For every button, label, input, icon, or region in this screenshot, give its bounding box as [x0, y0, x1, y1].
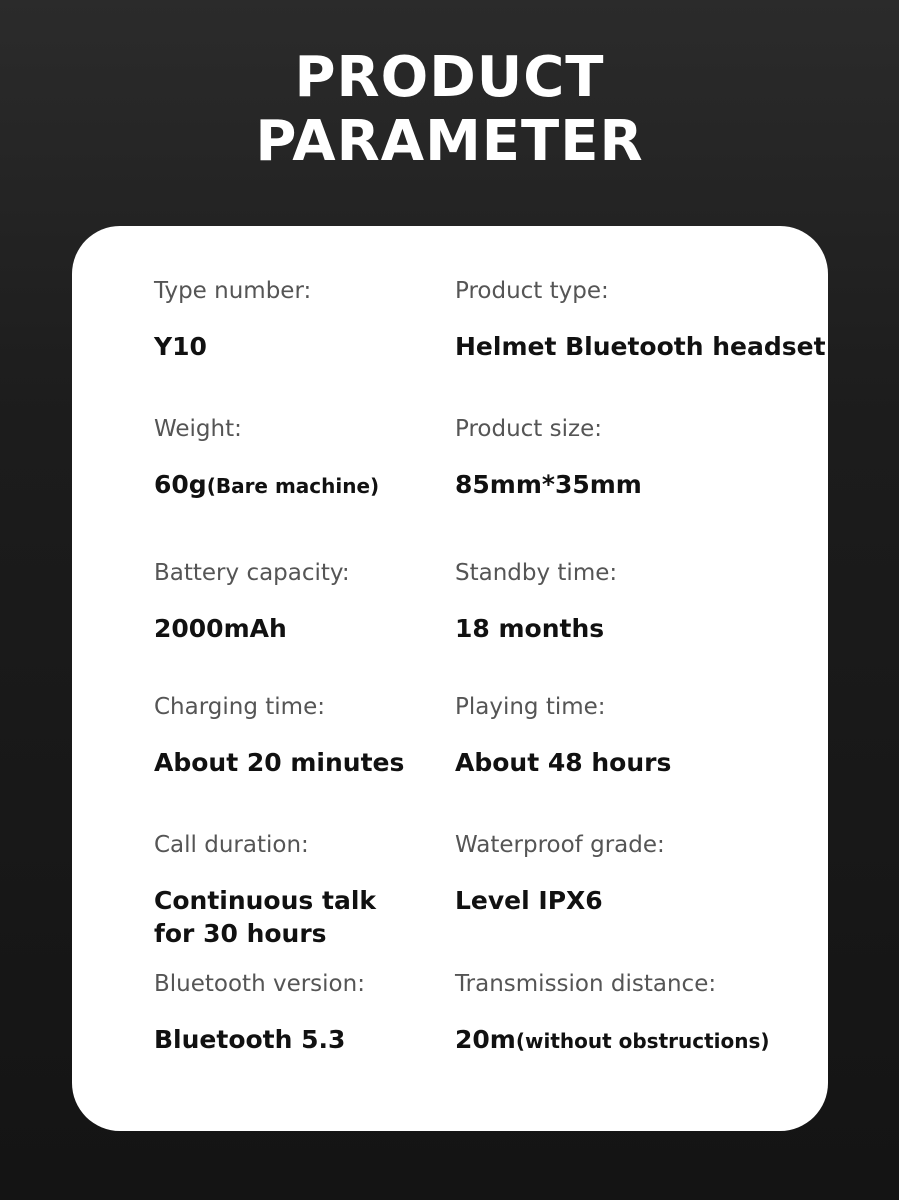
- param-value: Level IPX6: [455, 886, 603, 915]
- param-label: Type number:: [154, 278, 312, 304]
- page-title-line2: PARAMETER: [255, 109, 644, 174]
- param-label: Weight:: [154, 416, 242, 442]
- param-value-main: 60g: [154, 470, 207, 499]
- param-value-line1: Continuous talk: [154, 886, 377, 915]
- param-value: 2000mAh: [154, 614, 287, 643]
- param-label: Waterproof grade:: [455, 832, 665, 858]
- param-label: Charging time:: [154, 694, 325, 720]
- param-value-line2: for 30 hours: [154, 919, 327, 948]
- param-value: [154, 468, 379, 503]
- param-value-note: (Bare machine): [206, 474, 380, 498]
- page-title: [0, 46, 899, 174]
- param-label: Transmission distance:: [455, 971, 717, 997]
- param-value: Bluetooth 5.3: [154, 1025, 346, 1054]
- param-label: Product type:: [455, 278, 609, 304]
- param-label: Battery capacity:: [154, 560, 350, 586]
- param-value: 85mm*35mm: [455, 470, 642, 499]
- param-value: [455, 1023, 770, 1058]
- param-label: Playing time:: [455, 694, 606, 720]
- param-value: About 48 hours: [455, 748, 672, 777]
- param-value-note: (without obstructions): [515, 1029, 770, 1053]
- param-value-main: 20m: [455, 1025, 516, 1054]
- param-label: Bluetooth version:: [154, 971, 365, 997]
- param-value: About 20 minutes: [154, 748, 405, 777]
- param-label: Product size:: [455, 416, 602, 442]
- page-title-line1: PRODUCT: [294, 45, 605, 110]
- param-value: Y10: [154, 332, 207, 361]
- param-value: 18 months: [455, 614, 605, 643]
- param-label: Standby time:: [455, 560, 618, 586]
- param-value: Helmet Bluetooth headset: [455, 332, 826, 361]
- parameter-card: [72, 226, 828, 1131]
- param-label: Call duration:: [154, 832, 309, 858]
- param-value: [154, 884, 376, 950]
